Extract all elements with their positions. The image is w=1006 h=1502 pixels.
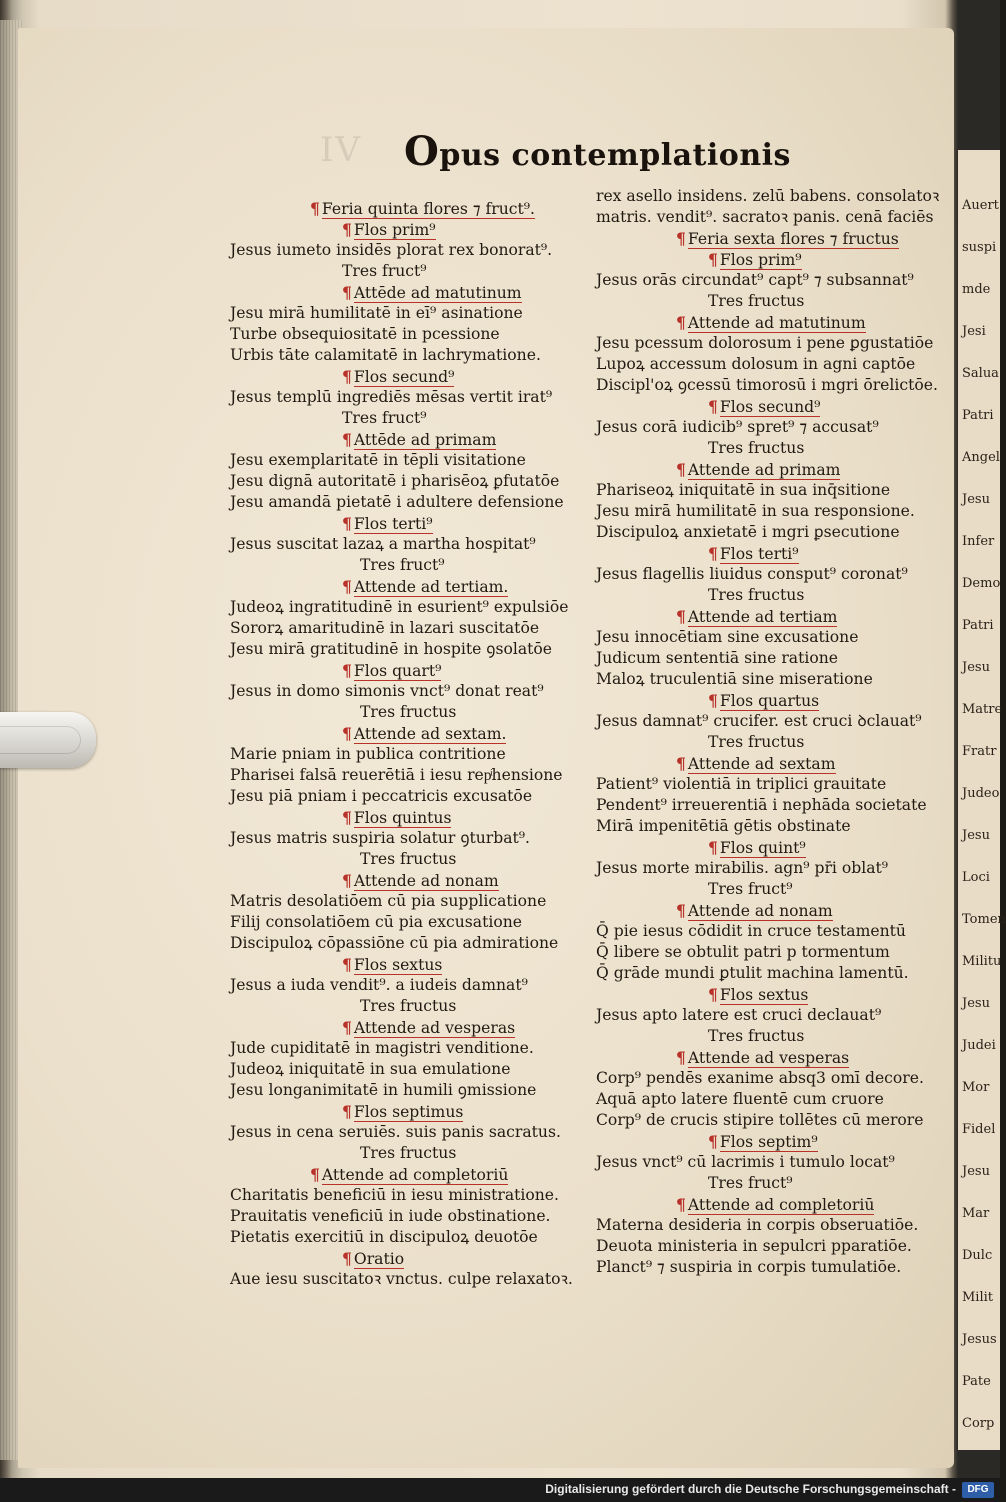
text-line — [596, 585, 926, 606]
line-text: Tres fructus — [708, 733, 805, 751]
text-line — [230, 765, 580, 786]
text-line — [230, 891, 580, 912]
line-text: Lupoꝝ accessum dolosum in agni captōe — [596, 355, 916, 373]
line-text: Discipuloꝝ cōpassiōne cū pia admiratione — [230, 934, 559, 952]
paragraph-mark-icon: ¶ — [342, 661, 352, 680]
text-line — [596, 837, 926, 858]
text-line — [230, 681, 580, 702]
line-text: Corp⁹ pendēs exanime absq3 omī decore. — [596, 1069, 924, 1087]
text-line — [596, 480, 926, 501]
line-text: Jesus orās circundat⁹ capt⁹ ⁊ subsannat⁹ — [596, 271, 914, 289]
line-text: Phariseoꝝ iniquitatē in sua inq̄sitione — [596, 481, 891, 499]
text-line — [596, 1005, 926, 1026]
line-text: Flos quint⁹ — [719, 839, 806, 857]
line-text: Jesu piā pniam i peccatricis excusatōe — [230, 787, 533, 805]
text-line — [230, 660, 580, 681]
facing-page-word: mde — [962, 282, 991, 297]
line-text: Judicum sententiā sine ratione — [596, 649, 838, 667]
text-line — [596, 375, 938, 396]
line-text: Attende ad nonam — [353, 872, 499, 890]
paragraph-mark-icon: ¶ — [342, 367, 352, 386]
line-text: Jesu mirā gratitudinē in hospite ꝯsolatōe — [230, 640, 553, 658]
text-line — [596, 186, 940, 207]
facing-page-word: Mor — [962, 1080, 990, 1095]
line-text: Marie pniam in publica contritione — [230, 745, 506, 763]
facing-page-word: Pate — [962, 1374, 991, 1389]
text-line — [230, 429, 580, 450]
paragraph-mark-icon: ¶ — [342, 430, 352, 449]
text-line — [230, 324, 580, 345]
line-text: Jesu innocētiam sine excusatione — [596, 628, 859, 646]
text-line — [596, 333, 934, 354]
line-text: Flos secund⁹ — [719, 398, 821, 416]
right-text-column — [596, 186, 940, 1278]
line-text: Tres fruct⁹ — [342, 262, 427, 280]
line-text: Jesus templū ingrediēs mēsas vertit irat⁹ — [230, 388, 553, 406]
text-line — [596, 522, 926, 543]
text-line — [596, 963, 926, 984]
line-text: Jesu mirā humilitatē in sua responsione. — [596, 502, 915, 520]
paragraph-mark-icon: ¶ — [708, 985, 718, 1004]
line-text: Sororꝝ amaritudinē in lazari suscitatōe — [230, 619, 540, 637]
paragraph-mark-icon: ¶ — [708, 691, 718, 710]
line-text: Jesu pcessum dolorosum i pene ꝑgustatiōe — [596, 334, 934, 352]
facing-page-word: Judei — [962, 1038, 996, 1053]
line-text: Flos septim⁹ — [719, 1133, 818, 1151]
text-line — [230, 576, 580, 597]
text-line — [596, 984, 926, 1005]
text-line — [596, 795, 926, 816]
paragraph-mark-icon: ¶ — [342, 955, 352, 974]
line-text: Attēde ad primam — [353, 431, 497, 449]
text-line — [596, 900, 926, 921]
line-text: Q̄ pie iesus cōdidit in cruce testamentū — [596, 922, 906, 940]
facing-page-word: Corp — [962, 1416, 995, 1431]
line-text: Feria quinta flores ⁊ fruct⁹. — [321, 200, 536, 218]
paragraph-mark-icon: ¶ — [676, 1195, 686, 1214]
text-line — [230, 1206, 580, 1227]
text-line — [596, 270, 926, 291]
text-line — [596, 501, 926, 522]
text-line — [230, 1143, 580, 1164]
line-text: matris. vendit⁹. sacratoꝛ panis. cenā faciēs — [596, 208, 934, 226]
text-line — [596, 648, 926, 669]
line-text: Tres fructus — [708, 292, 805, 310]
line-text: Corp⁹ de crucis stipire tollētes cū merore — [596, 1111, 924, 1129]
line-text: Tres fructus — [708, 439, 805, 457]
line-text: Filij consolatiōem cū pia excusatione — [230, 913, 522, 931]
facing-page-word: Patri — [962, 618, 994, 633]
text-line — [230, 1269, 580, 1290]
line-text: Tres fructus — [360, 1144, 457, 1162]
paragraph-mark-icon: ¶ — [676, 607, 686, 626]
text-line — [596, 879, 926, 900]
paragraph-mark-icon: ¶ — [342, 808, 352, 827]
text-line — [230, 996, 580, 1017]
text-line — [230, 870, 580, 891]
paragraph-mark-icon: ¶ — [708, 544, 718, 563]
text-line — [596, 1068, 926, 1089]
line-text: Aquā apto latere fluentē cum cruore — [596, 1090, 884, 1108]
text-line — [596, 816, 926, 837]
text-line — [596, 312, 926, 333]
line-text: Jesus iumeto insidēs plorat rex bonorat⁹. — [230, 241, 553, 259]
line-text: Attende ad vesperas — [687, 1049, 850, 1067]
facing-page-fragment — [958, 150, 1006, 1450]
text-line — [596, 1047, 926, 1068]
text-line — [230, 366, 580, 387]
line-text: Jesu exemplaritatē in tēpli visitatione — [230, 451, 526, 469]
line-text: Tres fruct⁹ — [342, 409, 427, 427]
paragraph-mark-icon: ¶ — [342, 724, 352, 743]
text-line — [596, 228, 926, 249]
line-text: Jesu mirā humilitatē in eī⁹ asinatione — [230, 304, 523, 322]
title-rest: pus contemplationis — [439, 138, 791, 173]
facing-page-word: Dulc — [962, 1248, 993, 1263]
text-line — [230, 534, 580, 555]
line-text: Jesus a iuda vendit⁹. a iudeis damnat⁹ — [230, 976, 528, 994]
text-line — [596, 690, 926, 711]
facing-page-word: Milit — [962, 1290, 994, 1305]
text-line — [596, 921, 926, 942]
text-line — [596, 207, 934, 228]
facing-page-word: Loci — [962, 870, 990, 885]
text-line — [230, 198, 580, 219]
text-line — [230, 723, 580, 744]
text-line — [596, 543, 926, 564]
line-text: Flos quart⁹ — [353, 662, 442, 680]
facing-page-word: Tomen — [962, 912, 1006, 927]
line-text: Tres fructus — [360, 997, 457, 1015]
line-text: Jesus in domo simonis vnct⁹ donat reat⁹ — [230, 682, 544, 700]
text-line — [230, 1017, 580, 1038]
text-line — [230, 555, 580, 576]
title-initial: O — [404, 128, 440, 175]
line-text: Urbis tāte calamitatē in lachrymatione. — [230, 346, 541, 364]
paragraph-mark-icon: ¶ — [676, 754, 686, 773]
text-line — [230, 408, 580, 429]
text-line — [596, 396, 926, 417]
text-line — [596, 1257, 926, 1278]
line-text: Tres fructus — [360, 703, 457, 721]
line-text: Jesus matris suspiria solatur ꝯturbat⁹. — [230, 829, 531, 847]
text-line — [230, 303, 580, 324]
line-text: Attende ad completoriū — [321, 1166, 509, 1184]
text-line — [596, 753, 926, 774]
paragraph-mark-icon: ¶ — [676, 460, 686, 479]
paragraph-mark-icon: ¶ — [310, 1165, 320, 1184]
facing-page-word: Militu — [962, 954, 1002, 969]
line-text: Flos septimus — [353, 1103, 464, 1121]
paragraph-mark-icon: ¶ — [342, 1249, 352, 1268]
text-line — [230, 1101, 580, 1122]
paragraph-mark-icon: ¶ — [676, 901, 686, 920]
facing-page-word: Jesu — [962, 1164, 990, 1179]
line-text: rex asello insidens. zelū babens. consolatoꝛ — [596, 187, 940, 205]
line-text: Flos secund⁹ — [353, 368, 455, 386]
text-line — [596, 1173, 926, 1194]
line-text: Attende ad completoriū — [687, 1196, 875, 1214]
facing-page-word: Jesu — [962, 660, 990, 675]
text-line — [596, 354, 926, 375]
line-text: Attende ad sextam. — [353, 725, 507, 743]
line-text: Tres fruct⁹ — [708, 1174, 793, 1192]
line-text: Discipuloꝝ anxietatē i mgri ꝑsecutione — [596, 523, 900, 541]
text-line — [230, 807, 580, 828]
footer-credit: Digitalisierung gefördert durch die Deutsche Forschungsgemeinschaft - — [545, 1482, 956, 1496]
facing-page-word: Infer — [962, 534, 995, 549]
text-line — [230, 954, 580, 975]
facing-page-word: Jesu — [962, 828, 990, 843]
text-line — [596, 459, 926, 480]
line-text: Attende ad nonam — [687, 902, 833, 920]
paragraph-mark-icon: ¶ — [342, 577, 352, 596]
line-text: Patient⁹ violentiā in triplici grauitate — [596, 775, 887, 793]
left-text-column — [230, 198, 580, 1290]
text-line — [230, 618, 580, 639]
line-text: Attende ad vesperas — [353, 1019, 516, 1037]
text-line — [596, 1131, 926, 1152]
line-text: Jesus suscitat lazaꝝ a martha hospitat⁹ — [230, 535, 536, 553]
line-text: Jesus apto latere est cruci declauat⁹ — [596, 1006, 882, 1024]
text-line — [596, 627, 926, 648]
text-line — [230, 1059, 580, 1080]
text-line — [596, 711, 926, 732]
facing-page-word: Demo — [962, 576, 1001, 591]
paragraph-mark-icon: ¶ — [708, 397, 718, 416]
facing-page-word: Matre — [962, 702, 1003, 717]
paragraph-mark-icon: ¶ — [676, 313, 686, 332]
page-clip — [0, 712, 96, 768]
text-line — [230, 513, 580, 534]
text-line — [596, 669, 926, 690]
line-text: Flos prim⁹ — [719, 251, 802, 269]
text-line — [230, 240, 580, 261]
paragraph-mark-icon: ¶ — [310, 199, 320, 218]
text-line — [230, 639, 580, 660]
line-text: Matris desolatiōem cū pia supplicatione — [230, 892, 547, 910]
line-text: Judeoꝝ iniquitatē in sua emulatione — [230, 1060, 511, 1078]
line-text: Attende ad matutinum — [687, 314, 866, 332]
text-line — [596, 417, 926, 438]
text-line — [230, 744, 580, 765]
paragraph-mark-icon: ¶ — [342, 1102, 352, 1121]
paragraph-mark-icon: ¶ — [342, 514, 352, 533]
paragraph-mark-icon: ¶ — [708, 1132, 718, 1151]
line-text: Jesus corā iudicib⁹ spret⁹ ⁊ accusat⁹ — [596, 418, 879, 436]
text-line — [596, 1236, 926, 1257]
line-text: Attende ad tertiam. — [353, 578, 509, 596]
paragraph-mark-icon: ¶ — [342, 283, 352, 302]
line-text: Charitatis beneficiū in iesu ministratione. — [230, 1186, 559, 1204]
paragraph-mark-icon: ¶ — [676, 1048, 686, 1067]
facing-page-word: Judeo — [962, 786, 1000, 801]
line-text: Feria sexta flores ⁊ fructus — [687, 230, 899, 248]
paragraph-mark-icon: ¶ — [342, 871, 352, 890]
text-line — [230, 702, 580, 723]
text-line — [230, 786, 580, 807]
footer-bar — [0, 1478, 1000, 1502]
line-text: Jesus vnct⁹ cū lacrimis i tumulo locat⁹ — [596, 1153, 895, 1171]
text-line — [596, 606, 926, 627]
line-text: Pietatis exercitiū in discipuloꝝ deuotōe — [230, 1228, 538, 1246]
text-line — [596, 291, 926, 312]
facing-page-word: Jesus — [962, 1332, 997, 1347]
facing-page-word: suspi — [962, 240, 997, 255]
line-text: Pendent⁹ irreuerentiā i nephāda societate — [596, 796, 927, 814]
text-line — [596, 564, 926, 585]
text-line — [230, 492, 580, 513]
line-text: Jesus in cena seruiēs. suis panis sacratus. — [230, 1123, 561, 1141]
text-line — [230, 1122, 580, 1143]
line-text: Jesus flagellis liuidus consput⁹ coronat⁹ — [596, 565, 908, 583]
line-text: Q̄ grāde mundi ꝑtulit machina lamentū. — [596, 964, 909, 982]
line-text: Flos terti⁹ — [353, 515, 433, 533]
line-text: Flos prim⁹ — [353, 221, 436, 239]
line-text: Jesu dignā autoritatē i pharisēoꝝ ꝑfutatōe — [230, 472, 560, 490]
line-text: Aue iesu suscitatoꝛ vnctus. culpe relaxatoꝛ. — [230, 1270, 573, 1288]
text-line — [596, 858, 926, 879]
paragraph-mark-icon: ¶ — [708, 250, 718, 269]
text-line — [230, 387, 580, 408]
text-line — [230, 933, 580, 954]
line-text: Tres fruct⁹ — [360, 556, 445, 574]
line-text: Jesus morte mirabilis. agn⁹ pr̄i oblat⁹ — [596, 859, 889, 877]
line-text: Pharisei falsā reuerētiā i iesu repͥhensione — [230, 766, 563, 784]
dfg-logo: DFG — [962, 1482, 994, 1498]
line-text: Jesu amandā pietatē i adultere defensione — [230, 493, 564, 511]
text-line — [230, 282, 580, 303]
line-text: Tres fructus — [360, 850, 457, 868]
text-line — [230, 849, 580, 870]
text-line — [230, 1248, 580, 1269]
paragraph-mark-icon: ¶ — [342, 220, 352, 239]
text-line — [596, 1026, 926, 1047]
text-line — [596, 942, 926, 963]
text-line — [596, 1089, 926, 1110]
text-line — [230, 975, 580, 996]
line-text: Tres fructus — [708, 1027, 805, 1045]
line-text: Flos quintus — [353, 809, 452, 827]
text-line — [230, 597, 580, 618]
text-line — [596, 249, 926, 270]
facing-page-word: Mar — [962, 1206, 990, 1221]
line-text: Maloꝝ truculentiā sine miseratione — [596, 670, 873, 688]
text-line — [596, 438, 926, 459]
text-line — [596, 1152, 926, 1173]
paragraph-mark-icon: ¶ — [676, 229, 686, 248]
facing-page-word: Jesu — [962, 996, 990, 1011]
line-text: Flos quartus — [719, 692, 820, 710]
text-line — [230, 1038, 580, 1059]
text-line — [230, 219, 580, 240]
line-text: Jesus damnat⁹ crucifer. est cruci ꝺclauat⁹ — [596, 712, 922, 730]
text-line — [596, 1194, 926, 1215]
facing-page-word: Fidel — [962, 1122, 996, 1137]
line-text: Prauitatis veneficiū in iude obstinatione. — [230, 1207, 551, 1225]
text-line — [230, 471, 580, 492]
line-text: Q̄ libere se obtulit patri p tormentum — [596, 943, 890, 961]
facing-page-word: Salua — [962, 366, 999, 381]
line-text: Oratio — [353, 1250, 405, 1268]
line-text: Planct⁹ ⁊ suspiria in corpis tumulatiōe. — [596, 1258, 902, 1276]
line-text: Flos sextus — [719, 986, 809, 1004]
line-text: Jesu longanimitatē in humili ꝯmissione — [230, 1081, 537, 1099]
line-text: Turbe obsequiositatē in pcessione — [230, 325, 500, 343]
text-line — [230, 1185, 580, 1206]
text-line — [596, 732, 926, 753]
facing-page-word: Jesu — [962, 492, 990, 507]
line-text: Judeoꝝ ingratitudinē in esurient⁹ expulsiōe — [230, 598, 569, 616]
line-text: Attēde ad matutinum — [353, 284, 522, 302]
facing-page-word: Fratr — [962, 744, 997, 759]
line-text: Jude cupiditatē in magistri venditione. — [230, 1039, 534, 1057]
facing-page-word: Jesi — [962, 324, 986, 339]
line-text: Tres fructus — [708, 586, 805, 604]
text-line — [596, 774, 926, 795]
line-text: Flos terti⁹ — [719, 545, 799, 563]
line-text: Materna desideria in corpis obseruatiōe. — [596, 1216, 919, 1234]
line-text: Tres fruct⁹ — [708, 880, 793, 898]
facing-page-word: Angel — [962, 450, 1000, 465]
text-line — [230, 345, 580, 366]
facing-page-word: Patri — [962, 408, 994, 423]
bleed-through-text: IV — [320, 130, 362, 170]
paragraph-mark-icon: ¶ — [342, 1018, 352, 1037]
line-text: Discipl'oꝝ ꝯcessū timorosū i mgri ōrelictōe. — [596, 376, 938, 394]
page-title — [404, 128, 791, 175]
line-text: Attende ad tertiam — [687, 608, 838, 626]
text-line — [230, 450, 580, 471]
line-text: Mirā impenitētiā gētis obstinate — [596, 817, 851, 835]
text-line — [230, 1164, 580, 1185]
text-line — [596, 1215, 926, 1236]
paragraph-mark-icon: ¶ — [708, 838, 718, 857]
line-text: Deuota ministeria in sepulcri pparatiōe. — [596, 1237, 912, 1255]
text-line — [596, 1110, 926, 1131]
facing-page-word: Auert — [962, 198, 999, 213]
text-line — [230, 912, 580, 933]
line-text: Flos sextus — [353, 956, 443, 974]
text-line — [230, 261, 580, 282]
text-line — [230, 828, 580, 849]
line-text: Attende ad sextam — [687, 755, 836, 773]
line-text: Attende ad primam — [687, 461, 841, 479]
text-line — [230, 1080, 580, 1101]
text-line — [230, 1227, 580, 1248]
